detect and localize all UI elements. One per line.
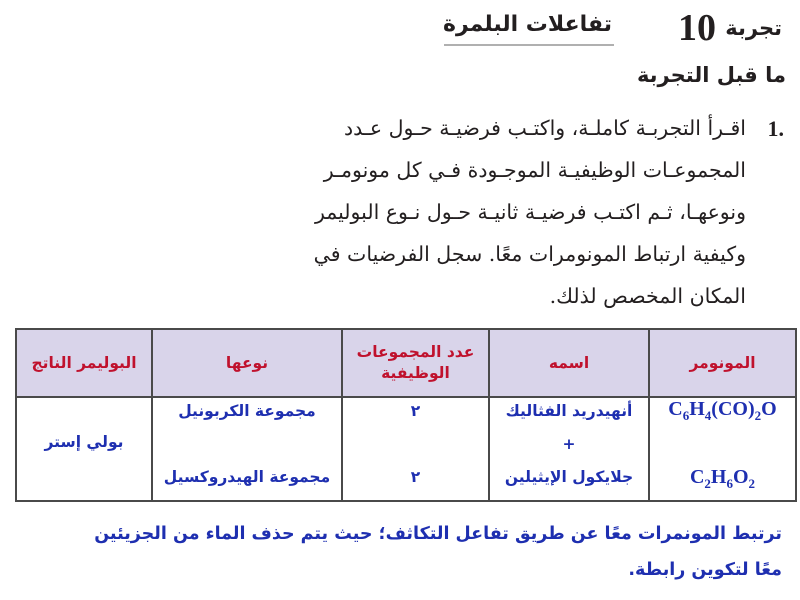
step-text-line: اقـرأ التجربـة كاملـة، واكتـب فرضيـة حـول عـدد (343, 116, 746, 140)
step-text-line: ونوعهـا، ثـم اكتـب فرضيـة ثانيـة حـول نـوع البوليمر (314, 200, 746, 224)
group-type: مجموعة الكربونيل (178, 402, 316, 420)
experiment-number: 10 (678, 7, 716, 49)
table-header-row (16, 329, 796, 397)
header-polymer: البوليمر الناتج (16, 329, 152, 397)
group-type: مجموعة الهيدروكسيل (163, 468, 331, 486)
title-underline (444, 44, 614, 46)
experiment-label: تجربة (725, 16, 782, 40)
count-cell (342, 397, 489, 501)
polymer-product: بولي إستر (44, 433, 124, 451)
header-group-type: نوعها (152, 329, 342, 397)
polymer-cell (16, 397, 152, 501)
step-text-line: المكان المخصص لذلك. (549, 284, 746, 308)
experiment-title: تفاعلات البلمرة (442, 12, 612, 37)
monomer-name: جلايكول الإيثيلين (504, 468, 634, 486)
group-count: ٢ (410, 468, 421, 486)
monomer-cell (649, 397, 796, 501)
step-number: 1. (767, 116, 784, 141)
answer-line: ترتبط المونمرات معًا عن طريق تفاعل التكاثف؛ حيث يتم حذف الماء من الجزيئين (94, 524, 782, 544)
step-text-line: وكيفية ارتباط المونومرات معًا. سجل الفرضيات في (313, 242, 746, 266)
header-monomer: المونومر (649, 329, 796, 397)
monomer-formula: $C_2H_6O_2$ (689, 466, 756, 491)
header-group-count: عدد المجموعات الوظيفية (342, 329, 489, 397)
monomer-table (15, 328, 797, 502)
name-cell (489, 397, 649, 501)
monomer-name: أنهيدريد الفثاليك (505, 402, 633, 420)
header-name: اسمه (489, 329, 649, 397)
monomer-formula: $C_6H_4(CO)_2O$ (668, 398, 777, 423)
plus-sign: + (562, 435, 576, 453)
step-text-line: المجموعـات الوظيفيـة الموجـودة فـي كل مونومـر (323, 158, 746, 182)
answer-line: معًا لتكوين رابطة. (628, 560, 782, 580)
section-heading: ما قبل التجربة (636, 63, 786, 87)
table-row (16, 397, 796, 501)
type-cell (152, 397, 342, 501)
group-count: ٢ (410, 402, 421, 420)
